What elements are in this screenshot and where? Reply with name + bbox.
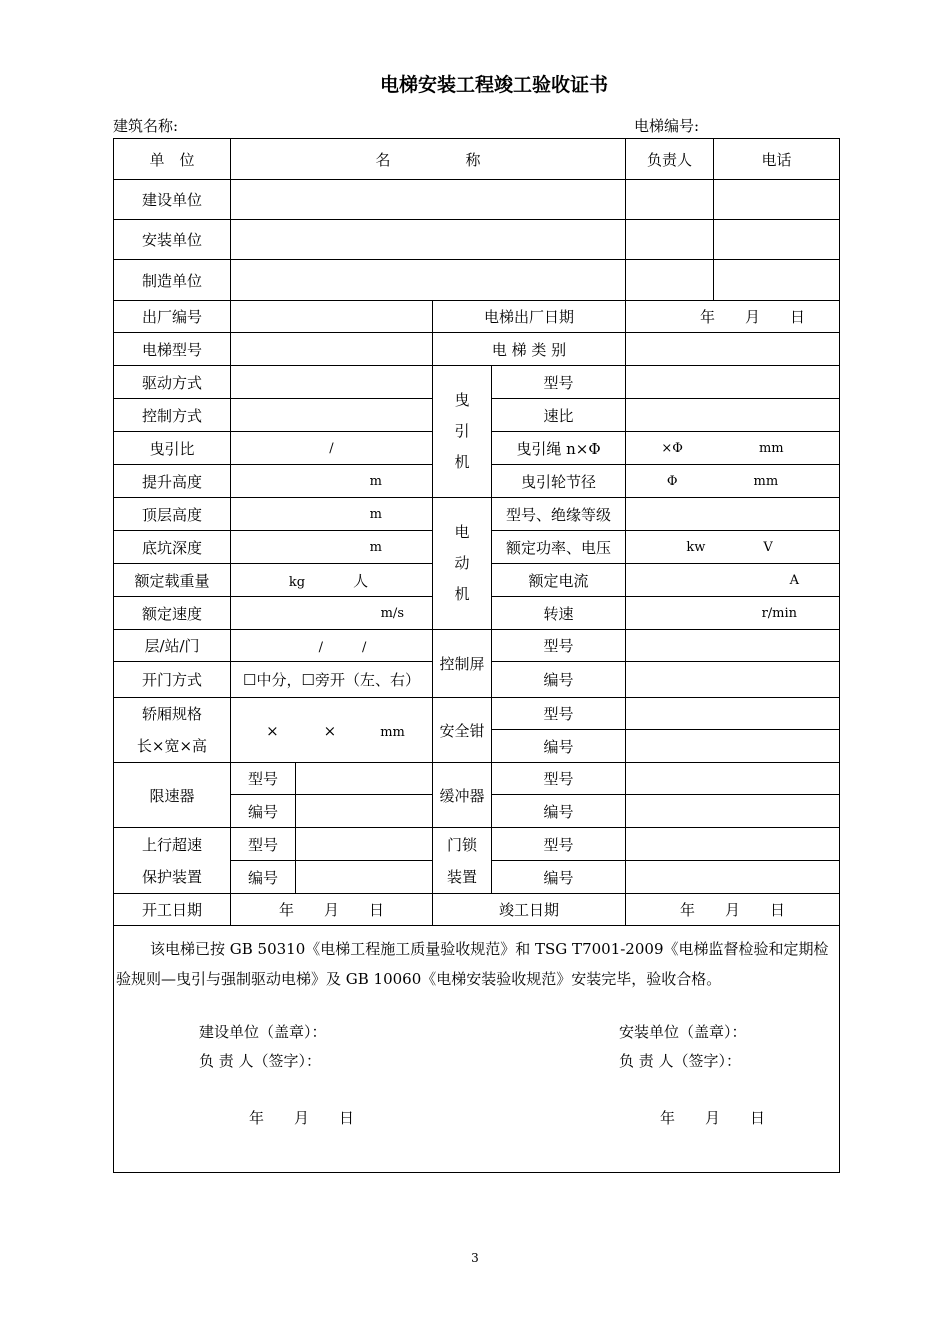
governor-model-cell[interactable] <box>296 763 433 795</box>
motor-label: 电 动 机 <box>433 498 492 630</box>
governor-label: 限速器 <box>114 763 231 828</box>
start-date-label: 开工日期 <box>114 894 231 926</box>
traction-machine-label: 曳 引 机 <box>433 366 492 498</box>
lift-height-value[interactable]: m <box>231 465 433 498</box>
elevator-number-label: 电梯编号: <box>634 117 700 135</box>
install-unit-phone-cell[interactable] <box>714 220 840 260</box>
control-panel-label: 控制屏 <box>433 630 492 698</box>
safety-gear-label: 安全钳 <box>433 698 492 763</box>
speed-ratio-cell[interactable] <box>626 399 840 432</box>
traction-ratio-label: 曳引比 <box>114 432 231 465</box>
top-height-value[interactable]: m <box>231 498 433 531</box>
elevator-model-cell[interactable] <box>231 333 433 366</box>
header-unit: 单 位 <box>114 139 231 180</box>
install-unit-seal-label: 安装单位（盖章）： <box>619 1023 747 1041</box>
factory-date-value[interactable]: 年 月 日 <box>626 301 840 333</box>
document-title: 电梯安装工程竣工验收证书 <box>379 74 608 96</box>
rated-current-label: 额定电流 <box>492 564 626 597</box>
ucmp-serial-cell[interactable] <box>296 861 433 894</box>
sheave-value-cell[interactable]: Φ mm <box>626 465 840 498</box>
ucmp-model-cell[interactable] <box>296 828 433 861</box>
build-person-sign-label: 负 责 人（签字）： <box>199 1052 322 1070</box>
rated-power-label: 额定功率、电压 <box>492 531 626 564</box>
speed-ratio-label: 速比 <box>492 399 626 432</box>
declaration-text: 该电梯已按 GB 50310《电梯工程施工质量验收规范》和 TSG T7001-2009《电梯监督检验和定期检验规则—曳引与强制驱动电梯》及 GB 10060《电梯安装验收规范》安装完毕，验收合格。 <box>116 940 829 988</box>
end-date-label: 竣工日期 <box>433 894 626 926</box>
install-unit-person-cell[interactable] <box>626 220 714 260</box>
rated-speed-value[interactable]: m/s <box>231 597 433 630</box>
rated-power-cell[interactable]: kw V <box>626 531 840 564</box>
factory-number-cell[interactable] <box>231 301 433 333</box>
ucmp-label: 上行超速 保护装置 <box>114 828 231 894</box>
door-lock-model-cell[interactable] <box>626 828 840 861</box>
build-unit-seal-label: 建设单位（盖章）： <box>199 1023 327 1041</box>
car-size-label: 轿厢规格 长×宽×高 <box>114 698 231 763</box>
rated-load-value[interactable]: kg 人 <box>231 564 433 597</box>
door-lock-serial-cell[interactable] <box>626 861 840 894</box>
governor-model-label: 型号 <box>231 763 296 795</box>
factory-date-label: 电梯出厂日期 <box>433 301 626 333</box>
buffer-serial-cell[interactable] <box>626 795 840 828</box>
control-panel-model-cell[interactable] <box>626 630 840 662</box>
pit-depth-value[interactable]: m <box>231 531 433 564</box>
control-panel-serial-label: 编号 <box>492 662 626 698</box>
row-build-unit: 建设单位 <box>114 180 231 220</box>
car-size-value[interactable]: × × mm <box>231 698 433 763</box>
traction-model-cell[interactable] <box>626 366 840 399</box>
declaration-cell <box>114 926 840 1173</box>
build-unit-name-cell[interactable] <box>231 180 626 220</box>
top-height-label: 顶层高度 <box>114 498 231 531</box>
building-name-label: 建筑名称: <box>113 117 179 135</box>
row-install-unit: 安装单位 <box>114 220 231 260</box>
control-mode-label: 控制方式 <box>114 399 231 432</box>
ucmp-serial-label: 编号 <box>231 861 296 894</box>
safety-gear-serial-cell[interactable] <box>626 730 840 763</box>
traction-model-label: 型号 <box>492 366 626 399</box>
traction-ratio-value[interactable]: / <box>231 432 433 465</box>
buffer-model-cell[interactable] <box>626 763 840 795</box>
start-date-value[interactable]: 年 月 日 <box>231 894 433 926</box>
floors-label: 层/站/门 <box>114 630 231 662</box>
rpm-label: 转速 <box>492 597 626 630</box>
motor-type-label: 型号、绝缘等级 <box>492 498 626 531</box>
rated-current-value[interactable]: A <box>626 564 840 597</box>
safety-gear-model-label: 型号 <box>492 698 626 730</box>
build-sign-date[interactable]: 年 月 日 <box>249 1109 355 1127</box>
build-unit-person-cell[interactable] <box>626 180 714 220</box>
manufacturer-person-cell[interactable] <box>626 260 714 301</box>
rope-label: 曳引绳 n×Φ <box>492 432 626 465</box>
row-manufacturer: 制造单位 <box>114 260 231 301</box>
build-unit-phone-cell[interactable] <box>714 180 840 220</box>
door-lock-model-label: 型号 <box>492 828 626 861</box>
control-panel-serial-cell[interactable] <box>626 662 840 698</box>
manufacturer-name-cell[interactable] <box>231 260 626 301</box>
rated-load-label: 额定载重量 <box>114 564 231 597</box>
lift-height-label: 提升高度 <box>114 465 231 498</box>
motor-type-cell[interactable] <box>626 498 840 531</box>
manufacturer-phone-cell[interactable] <box>714 260 840 301</box>
header-person: 负责人 <box>626 139 714 180</box>
elevator-model-label: 电梯型号 <box>114 333 231 366</box>
header-name: 名 称 <box>231 139 626 180</box>
install-sign-date[interactable]: 年 月 日 <box>660 1109 766 1127</box>
rated-speed-label: 额定速度 <box>114 597 231 630</box>
sheave-label: 曳引轮节径 <box>492 465 626 498</box>
end-date-value[interactable]: 年 月 日 <box>626 894 840 926</box>
governor-serial-label: 编号 <box>231 795 296 828</box>
control-mode-cell[interactable] <box>231 399 433 432</box>
acceptance-form-table <box>113 138 840 1173</box>
control-panel-model-label: 型号 <box>492 630 626 662</box>
elevator-category-label: 电 梯 类 别 <box>433 333 626 366</box>
buffer-model-label: 型号 <box>492 763 626 795</box>
safety-gear-model-cell[interactable] <box>626 698 840 730</box>
door-mode-options[interactable]: ☐中分，☐旁开（左、右） <box>231 662 433 698</box>
rope-value-cell[interactable]: ×Φ mm <box>626 432 840 465</box>
governor-serial-cell[interactable] <box>296 795 433 828</box>
buffer-serial-label: 编号 <box>492 795 626 828</box>
drive-mode-cell[interactable] <box>231 366 433 399</box>
header-phone: 电话 <box>714 139 840 180</box>
install-person-sign-label: 负 责 人（签字）： <box>619 1052 742 1070</box>
drive-mode-label: 驱动方式 <box>114 366 231 399</box>
rpm-value[interactable]: r/min <box>626 597 840 630</box>
buffer-label: 缓冲器 <box>433 763 492 828</box>
door-lock-label: 门锁 装置 <box>433 828 492 894</box>
elevator-category-cell[interactable] <box>626 333 840 366</box>
factory-number-label: 出厂编号 <box>114 301 231 333</box>
door-lock-serial-label: 编号 <box>492 861 626 894</box>
floors-value[interactable]: / / <box>231 630 433 662</box>
door-mode-label: 开门方式 <box>114 662 231 698</box>
install-unit-name-cell[interactable] <box>231 220 626 260</box>
pit-depth-label: 底坑深度 <box>114 531 231 564</box>
safety-gear-serial-label: 编号 <box>492 730 626 763</box>
ucmp-model-label: 型号 <box>231 828 296 861</box>
page-number: 3 <box>471 1251 479 1265</box>
